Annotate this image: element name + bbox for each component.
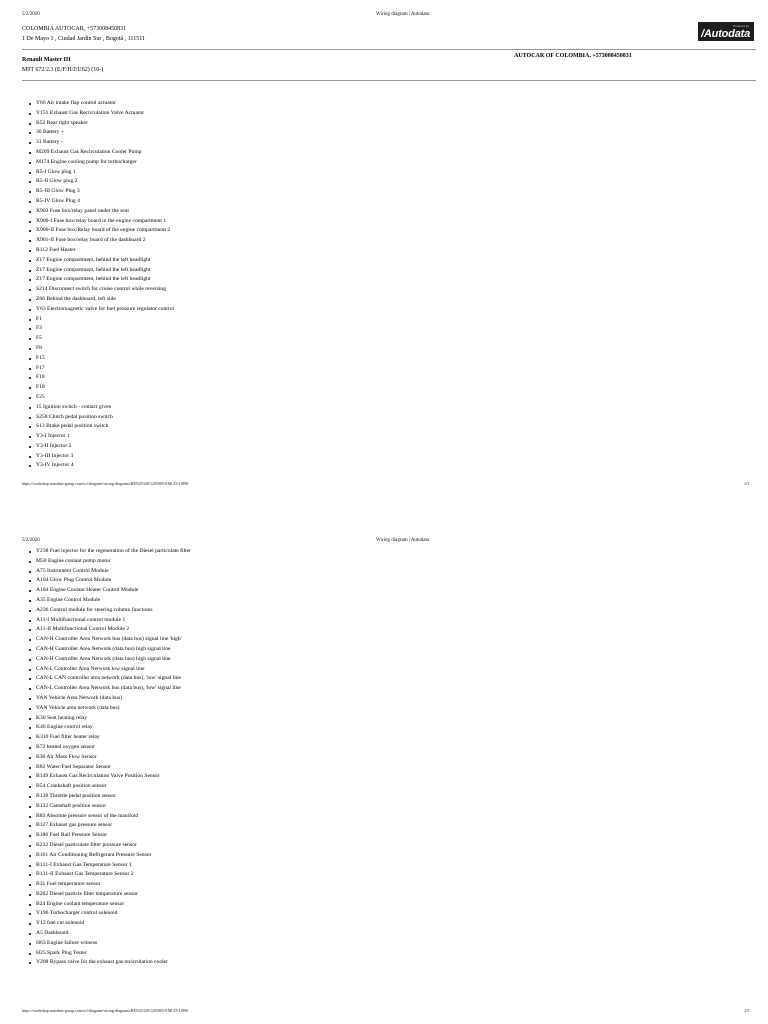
print-date: 5/2/2020 xyxy=(22,12,40,17)
list-item: A11-II Multifunctional Control Module 2 xyxy=(36,625,191,635)
list-item: Y12 fuel cut solenoid xyxy=(36,919,191,929)
component-list-page-2 xyxy=(28,547,191,968)
list-item: F15 xyxy=(36,354,174,364)
list-item: B72 heated oxygen sensor xyxy=(36,743,191,753)
list-item: B30 Air Mass Flow Sensor xyxy=(36,753,191,763)
list-item: X900-I Fuse box/relay board in the engine compartment 1 xyxy=(36,217,174,227)
list-item: M209 Exhaust Gas Recirculation Cooler Pump xyxy=(36,148,174,158)
list-item: B83 Absolute pressure sensor of the manifold xyxy=(36,812,191,822)
list-item: Y238 Fuel injector for the regeneration of the Diesel particulate filter xyxy=(36,547,191,557)
list-item: CAN-H Controller Area Network bus (data bus) signal line 'high' xyxy=(36,635,191,645)
list-item: Y208 Bypass valve for the exhaust gas recirculation cooler xyxy=(36,958,191,968)
print-title: Wiring diagram | Autodata xyxy=(376,538,430,543)
footer-page-number: 1/3 xyxy=(744,481,750,486)
list-item: Z17 Engine compartment, behind the left headlight xyxy=(36,275,174,285)
list-item: F18 xyxy=(36,383,174,393)
list-item: Y196 Turbocharger control solenoid xyxy=(36,909,191,919)
list-item: CAN-L Controller Area Network bus (data bus), 'low' signal line xyxy=(36,684,191,694)
footer-url: https://workshop.autodata-group.com/w1/diagram/wiring-diagrams/REN25349/1205005-EMCD-21890 xyxy=(22,481,189,486)
list-item: X901-II Fuse box/relay board of the dashboard 2 xyxy=(36,236,174,246)
vehicle-title: Renault Master III xyxy=(22,57,71,63)
list-item: H63 Engine failure witness xyxy=(36,939,191,949)
footer-page-number: 2/3 xyxy=(744,1008,750,1013)
list-item: R5-II Glow plug 2 xyxy=(36,177,174,187)
company-name: COLOMBIA AUTOCAR, +573008450831 xyxy=(22,26,127,32)
list-item: S13 Brake pedal position switch xyxy=(36,422,174,432)
list-item: R5-IV Glow Plug 4 xyxy=(36,197,174,207)
list-item: Y151 Exhaust Gas Recirculation Valve Actuator xyxy=(36,109,174,119)
list-item: A11-I Multifunctional control module 1 xyxy=(36,616,191,626)
list-item: B138 Throttle pedal position sensor xyxy=(36,792,191,802)
list-item: B161 Air Conditioning Refrigerant Pressure Sensor xyxy=(36,851,191,861)
list-item: F25 xyxy=(36,393,174,403)
list-item: B262 Diesel particle filter temperature sensor xyxy=(36,890,191,900)
list-item: Y3-I Injector 1 xyxy=(36,432,174,442)
list-item: Y3-II Injector 2 xyxy=(36,442,174,452)
footer-url: https://workshop.autodata-group.com/w1/diagram/wiring-diagrams/REN25349/1205005-EMCD-21890 xyxy=(22,1008,189,1013)
list-item: Y66 Air intake flap control actuator xyxy=(36,99,174,109)
page-separator xyxy=(0,512,768,530)
list-item: K46 Engine control relay xyxy=(36,723,191,733)
list-item: B52 Rear right speaker xyxy=(36,119,174,129)
list-item: A35 Engine Control Module xyxy=(36,596,191,606)
list-item: 31 Battery - xyxy=(36,138,174,148)
list-item: R112 Fuel Heater xyxy=(36,246,174,256)
vehicle-engine-code: M9T 672/2.3 (E/F/H/J/U62) (10-) xyxy=(22,67,104,73)
document-page-2 xyxy=(0,530,768,1024)
list-item: K310 Fuel filter heater relay xyxy=(36,733,191,743)
list-item: K30 Seat heating relay xyxy=(36,714,191,724)
company-name-right: AUTOCAR OF COLOMBIA, +573008450831 xyxy=(514,53,632,59)
list-item: Y3-IV Injector 4 xyxy=(36,461,174,471)
list-item: X900-II Fuse box/Relay board of the engine compartment 2 xyxy=(36,226,174,236)
list-item: M174 Engine cooling pump for turbocharger xyxy=(36,158,174,168)
list-item: CAN-H Controller Area Network (data bus) high signal line xyxy=(36,655,191,665)
list-item: A184 Engine Coolant Heater Control Module xyxy=(36,586,191,596)
list-item: B132 Camshaft position sensor xyxy=(36,802,191,812)
section-divider xyxy=(22,80,756,81)
list-item: A236 Control module for steering column functions xyxy=(36,606,191,616)
list-item: S258 Clutch pedal position switch xyxy=(36,413,174,423)
list-item: CAN-L CAN controller area network (data bus), 'low' signal line xyxy=(36,674,191,684)
list-item: A104 Glow Plug Control Module xyxy=(36,576,191,586)
list-item: Y3-III Injector 3 xyxy=(36,452,174,462)
list-item: F18 xyxy=(36,373,174,383)
list-item: S214 Disconnect switch for cruise control while reversing xyxy=(36,285,174,295)
list-item: 15 Ignition switch - contact given xyxy=(36,403,174,413)
list-item: Y63 Electromagnetic valve for fuel pressure regulator control xyxy=(36,305,174,315)
header-divider xyxy=(22,49,756,50)
list-item: B131-II Exhaust Gas Temperature Sensor 2 xyxy=(36,870,191,880)
list-item: Z66 Behind the dashboard, left side xyxy=(36,295,174,305)
list-item: B31 Fuel temperature sensor xyxy=(36,880,191,890)
list-item: Z17 Engine compartment, behind the left headlight xyxy=(36,266,174,276)
list-item: CAN-L Controller Area Network low signal line xyxy=(36,665,191,675)
list-item: B186 Fuel Rail Pressure Sensor xyxy=(36,831,191,841)
list-item: F17 xyxy=(36,364,174,374)
list-item: M50 Engine coolant pump motor xyxy=(36,557,191,567)
list-item: F3 xyxy=(36,324,174,334)
list-item: Z17 Engine compartment, behind the left headlight xyxy=(36,256,174,266)
list-item: CAN-H Controller Area Network (data bus) high signal line xyxy=(36,645,191,655)
print-title: Wiring diagram | Autodata xyxy=(376,12,430,17)
list-item: A5 Dashboard xyxy=(36,929,191,939)
print-date: 5/2/2020 xyxy=(22,538,40,543)
logo-powered-by: Powered by xyxy=(733,24,749,28)
list-item: B127 Exhaust gas pressure sensor xyxy=(36,821,191,831)
list-item: B82 Water/Fuel Separator Sensor xyxy=(36,763,191,773)
list-item: B54 Crankshaft position sensor xyxy=(36,782,191,792)
list-item: B232 Diesel particulate filter pressure sensor xyxy=(36,841,191,851)
list-item: B149 Exhaust Gas Recirculation Valve Position Sensor xyxy=(36,772,191,782)
list-item: B131-I Exhaust Gas Temperature Sensor 1 xyxy=(36,861,191,871)
company-address: 1 De Mayo 1 , Ciudad Jardin Sur , Bogotá , 111511 xyxy=(22,36,145,42)
list-item: VAN Vehicle area network (data bus) xyxy=(36,704,191,714)
list-item: 30 Battery + xyxy=(36,128,174,138)
list-item: R5-I Glow plug 1 xyxy=(36,168,174,178)
list-item: H25 Spark Plug Tester xyxy=(36,949,191,959)
logo-wordmark: /Autodata xyxy=(701,28,750,40)
list-item: F1 xyxy=(36,315,174,325)
list-item: R5-III Glow Plug 3 xyxy=(36,187,174,197)
list-item: F8 xyxy=(36,344,174,354)
list-item: B24 Engine coolant temperature sensor xyxy=(36,900,191,910)
list-item: F5 xyxy=(36,334,174,344)
list-item: VAN Vehicle Area Network (data bus) xyxy=(36,694,191,704)
list-item: X903 Fuse box/relay panel under the seat xyxy=(36,207,174,217)
autodata-logo xyxy=(698,22,754,41)
list-item: A75 Instrument Control Module xyxy=(36,567,191,577)
component-list-page-1 xyxy=(28,99,174,471)
